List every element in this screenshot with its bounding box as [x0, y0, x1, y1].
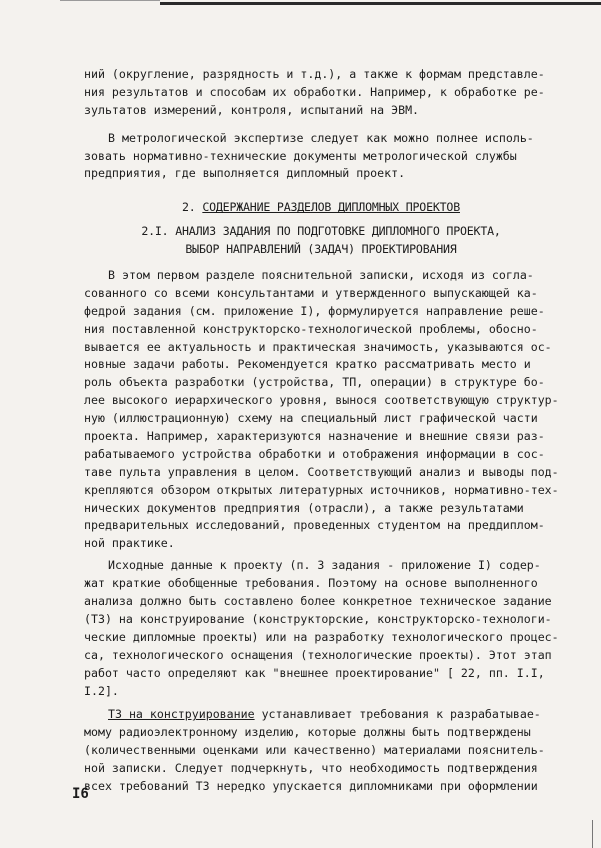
page-number: I6: [72, 786, 89, 802]
text-line: новные задачи работы. Рекомендуется кратко рассматривать место и: [84, 357, 531, 372]
paragraph-5: [84, 706, 558, 795]
text-line: крепляются обзором открытых литературных источников, нормативно-тех-: [84, 482, 559, 497]
text-line: ной записки. Следует подчеркнуть, что необходимость подтверждения: [84, 761, 538, 776]
text-line: (количественными оценками или качественно) материалами пояснитель-: [84, 743, 545, 758]
text-line: федрой задания (см. приложение I), формулируется направление реше-: [84, 303, 545, 318]
paragraph-1: [84, 66, 558, 120]
document-page: [84, 66, 558, 796]
paragraph-3: [84, 267, 558, 553]
text-line: нических документов предприятия (отрасли), а также результатами: [84, 500, 524, 515]
text-line: роль объекта разработки (устройства, ТП, операции) в структуре бо-: [84, 375, 545, 390]
section-number: 2.: [182, 200, 196, 215]
text-line: ния поставленной конструкторско-технологической проблемы, обосно-: [84, 321, 538, 336]
text-fragment: устанавливает требования к разрабатывае-: [254, 707, 541, 722]
text-line: проекта. Например, характеризуются назначение и внешние связи раз-: [84, 429, 545, 444]
text-line: жат краткие обобщенные требования. Поэтому на основе выполненного: [84, 576, 538, 591]
text-line: зовать нормативно-технические документы метрологической службы: [84, 148, 517, 163]
scan-edge-mark: [60, 0, 160, 1]
text-line: предприятия, где выполняется дипломный проект.: [84, 166, 406, 181]
underlined-term: ТЗ на конструирование: [108, 707, 255, 722]
text-line: В этом первом разделе пояснительной записки, исходя из согла-: [108, 268, 534, 283]
text-line: вывается ее актуальность и практическая значимость, указываются ос-: [84, 339, 552, 354]
text-line: I.2].: [84, 683, 119, 698]
text-line: [84, 706, 558, 724]
text-line: ний (округление, разрядность и т.д.), а также к формам представле-: [84, 67, 545, 81]
subsection-title-line: 2.I. АНАЛИЗ ЗАДАНИЯ ПО ПОДГОТОВКЕ ДИПЛОМНОГО ПРОЕКТА,: [141, 224, 501, 239]
text-line: ческие дипломные проекты) или на разработку технологического процес-: [84, 629, 559, 644]
paragraph-2: [84, 130, 558, 184]
text-line: лее высокого иерархического уровня, вынося соответствующую структур-: [84, 393, 559, 408]
text-line: анализа должно быть составлено более конкретное техническое задание: [84, 594, 552, 609]
text-line: В метрологической экспертизе следует как можно полнее исполь-: [108, 130, 534, 145]
paragraph-4: [84, 557, 558, 700]
section-heading: [84, 199, 558, 217]
text-line: са, технологического оснащения (технологические проекты). Этот этап: [84, 647, 552, 662]
scan-edge-mark: [592, 820, 593, 848]
scan-top-border: [160, 2, 601, 5]
text-line: Исходные данные к проекту (п. 3 задания - приложение I) содер-: [108, 558, 541, 573]
subsection-title-line: ВЫБОР НАПРАВЛЕНИЙ (ЗАДАЧ) ПРОЕКТИРОВАНИЯ: [185, 242, 457, 257]
section-title: СОДЕРЖАНИЕ РАЗДЕЛОВ ДИПЛОМНЫХ ПРОЕКТОВ: [202, 200, 460, 215]
text-line: таве пульта управления в целом. Соответствующий анализ и выводы под-: [84, 464, 559, 479]
text-line: предварительных исследований, проведенных студентом на преддиплом-: [84, 518, 545, 533]
text-line: (ТЗ) на конструирование (конструкторские, конструкторско-технологи-: [84, 611, 552, 626]
text-line: ния результатов и способам их обработки. Например, к обработке ре-: [84, 84, 545, 99]
subsection-heading: [84, 223, 558, 259]
text-line: рабатываемого устройства обработки и отображения информации в сос-: [84, 446, 545, 461]
text-line: работ часто определяют как "внешнее проектирование" [ 22, пп. I.I,: [84, 665, 545, 680]
text-line: зультатов измерений, контроля, испытаний на ЭВМ.: [84, 102, 420, 117]
text-line: мому радиоэлектронному изделию, которые должны быть подтверждены: [84, 725, 531, 740]
text-line: ной практике.: [84, 536, 175, 551]
text-line: ную (иллюстрационную) схему на специальный лист графической части: [84, 411, 538, 426]
text-line: сованного со всеми консультантами и утвержденного выпускающей ка-: [84, 285, 538, 300]
text-line: всех требований ТЗ нередко упускается дипломниками при оформлении: [84, 778, 538, 793]
